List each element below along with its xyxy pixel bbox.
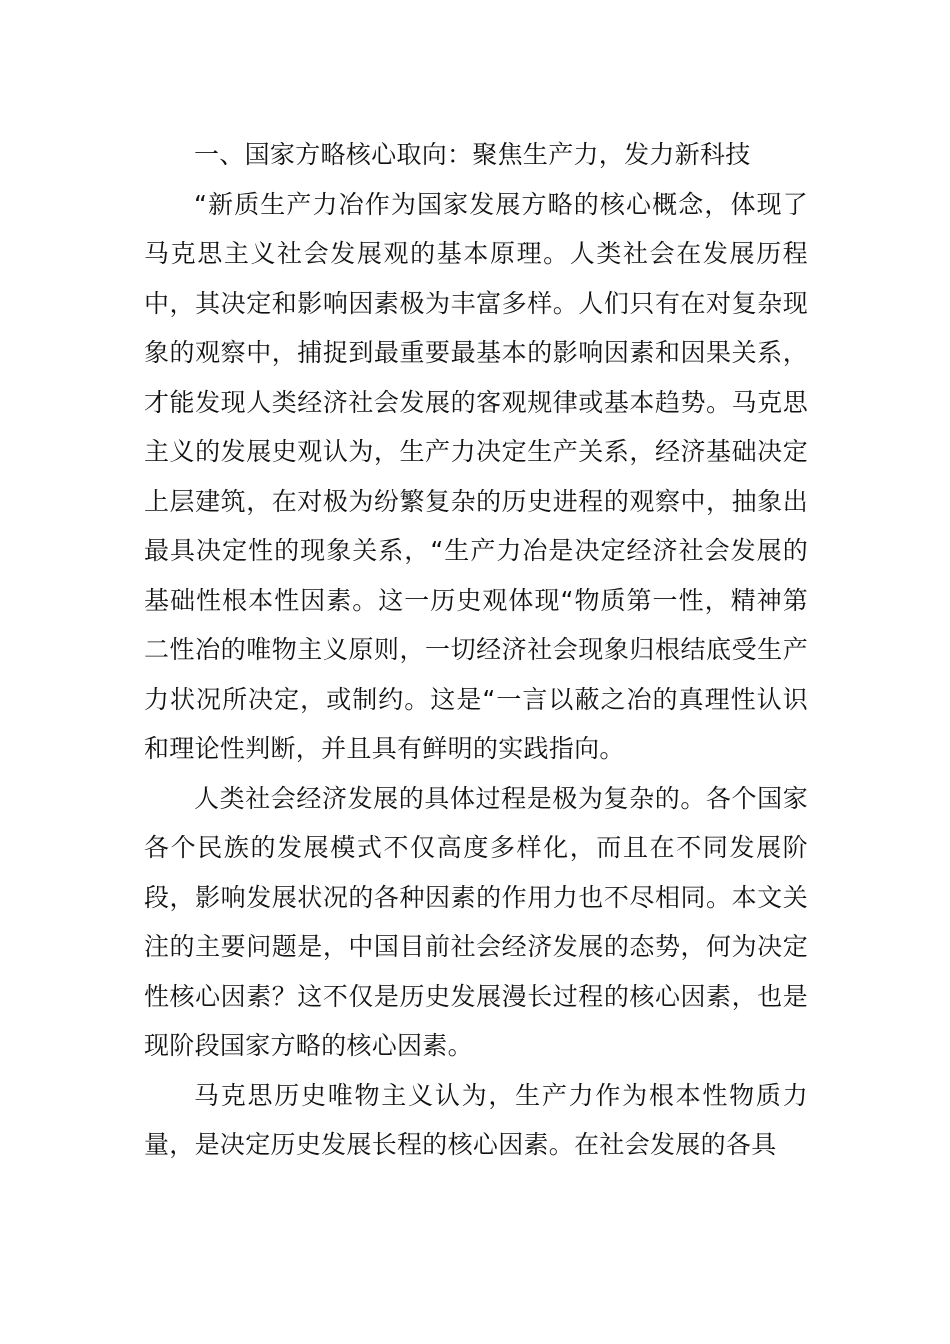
paragraph-2: 人类社会经济发展的具体过程是极为复杂的。各个国家各个民族的发展模式不仅高度多样化，而且在不同发展阶段，影响发展状况的各种因素的作用力也不尽相同。本文关注的主要问题是，中国目前社会经济发展的态势，何为决定性核心因素？这不仅是历史发展漫长过程的核心因素，也是现阶段国家方略的核心因素。 [144, 783, 808, 1060]
document-body [144, 130, 808, 1170]
section-heading: 一、国家方略核心取向：聚焦生产力，发力新科技 [194, 140, 751, 169]
paragraph-1: “新质生产力冶作为国家发展方略的核心概念，体现了马克思主义社会发展观的基本原理。人类社会在发展历程中，其决定和影响因素极为丰富多样。人们只有在对复杂现象的观察中，捕捉到最重要最基本的影响因素和因果关系，才能发现人类经济社会发展的客观规律或基本趋势。马克思主义的发展史观认为，生产力决定生产关系，经济基础决定上层建筑，在对极为纷繁复杂的历史进程的观察中，抽象出最具决定性的现象关系，“生产力冶是决定经济社会发展的基础性根本性因素。这一历史观体现“物质第一性，精神第二性冶的唯物主义原则，一切经济社会现象归根结底受生产力状况所决定，或制约。这是“一言以蔽之冶的真理性认识和理论性判断，并且具有鲜明的实践指向。 [144, 189, 808, 763]
paragraph-3: 马克思历史唯物主义认为，生产力作为根本性物质力量，是决定历史发展长程的核心因素。在社会发展的各具 [144, 1080, 808, 1159]
